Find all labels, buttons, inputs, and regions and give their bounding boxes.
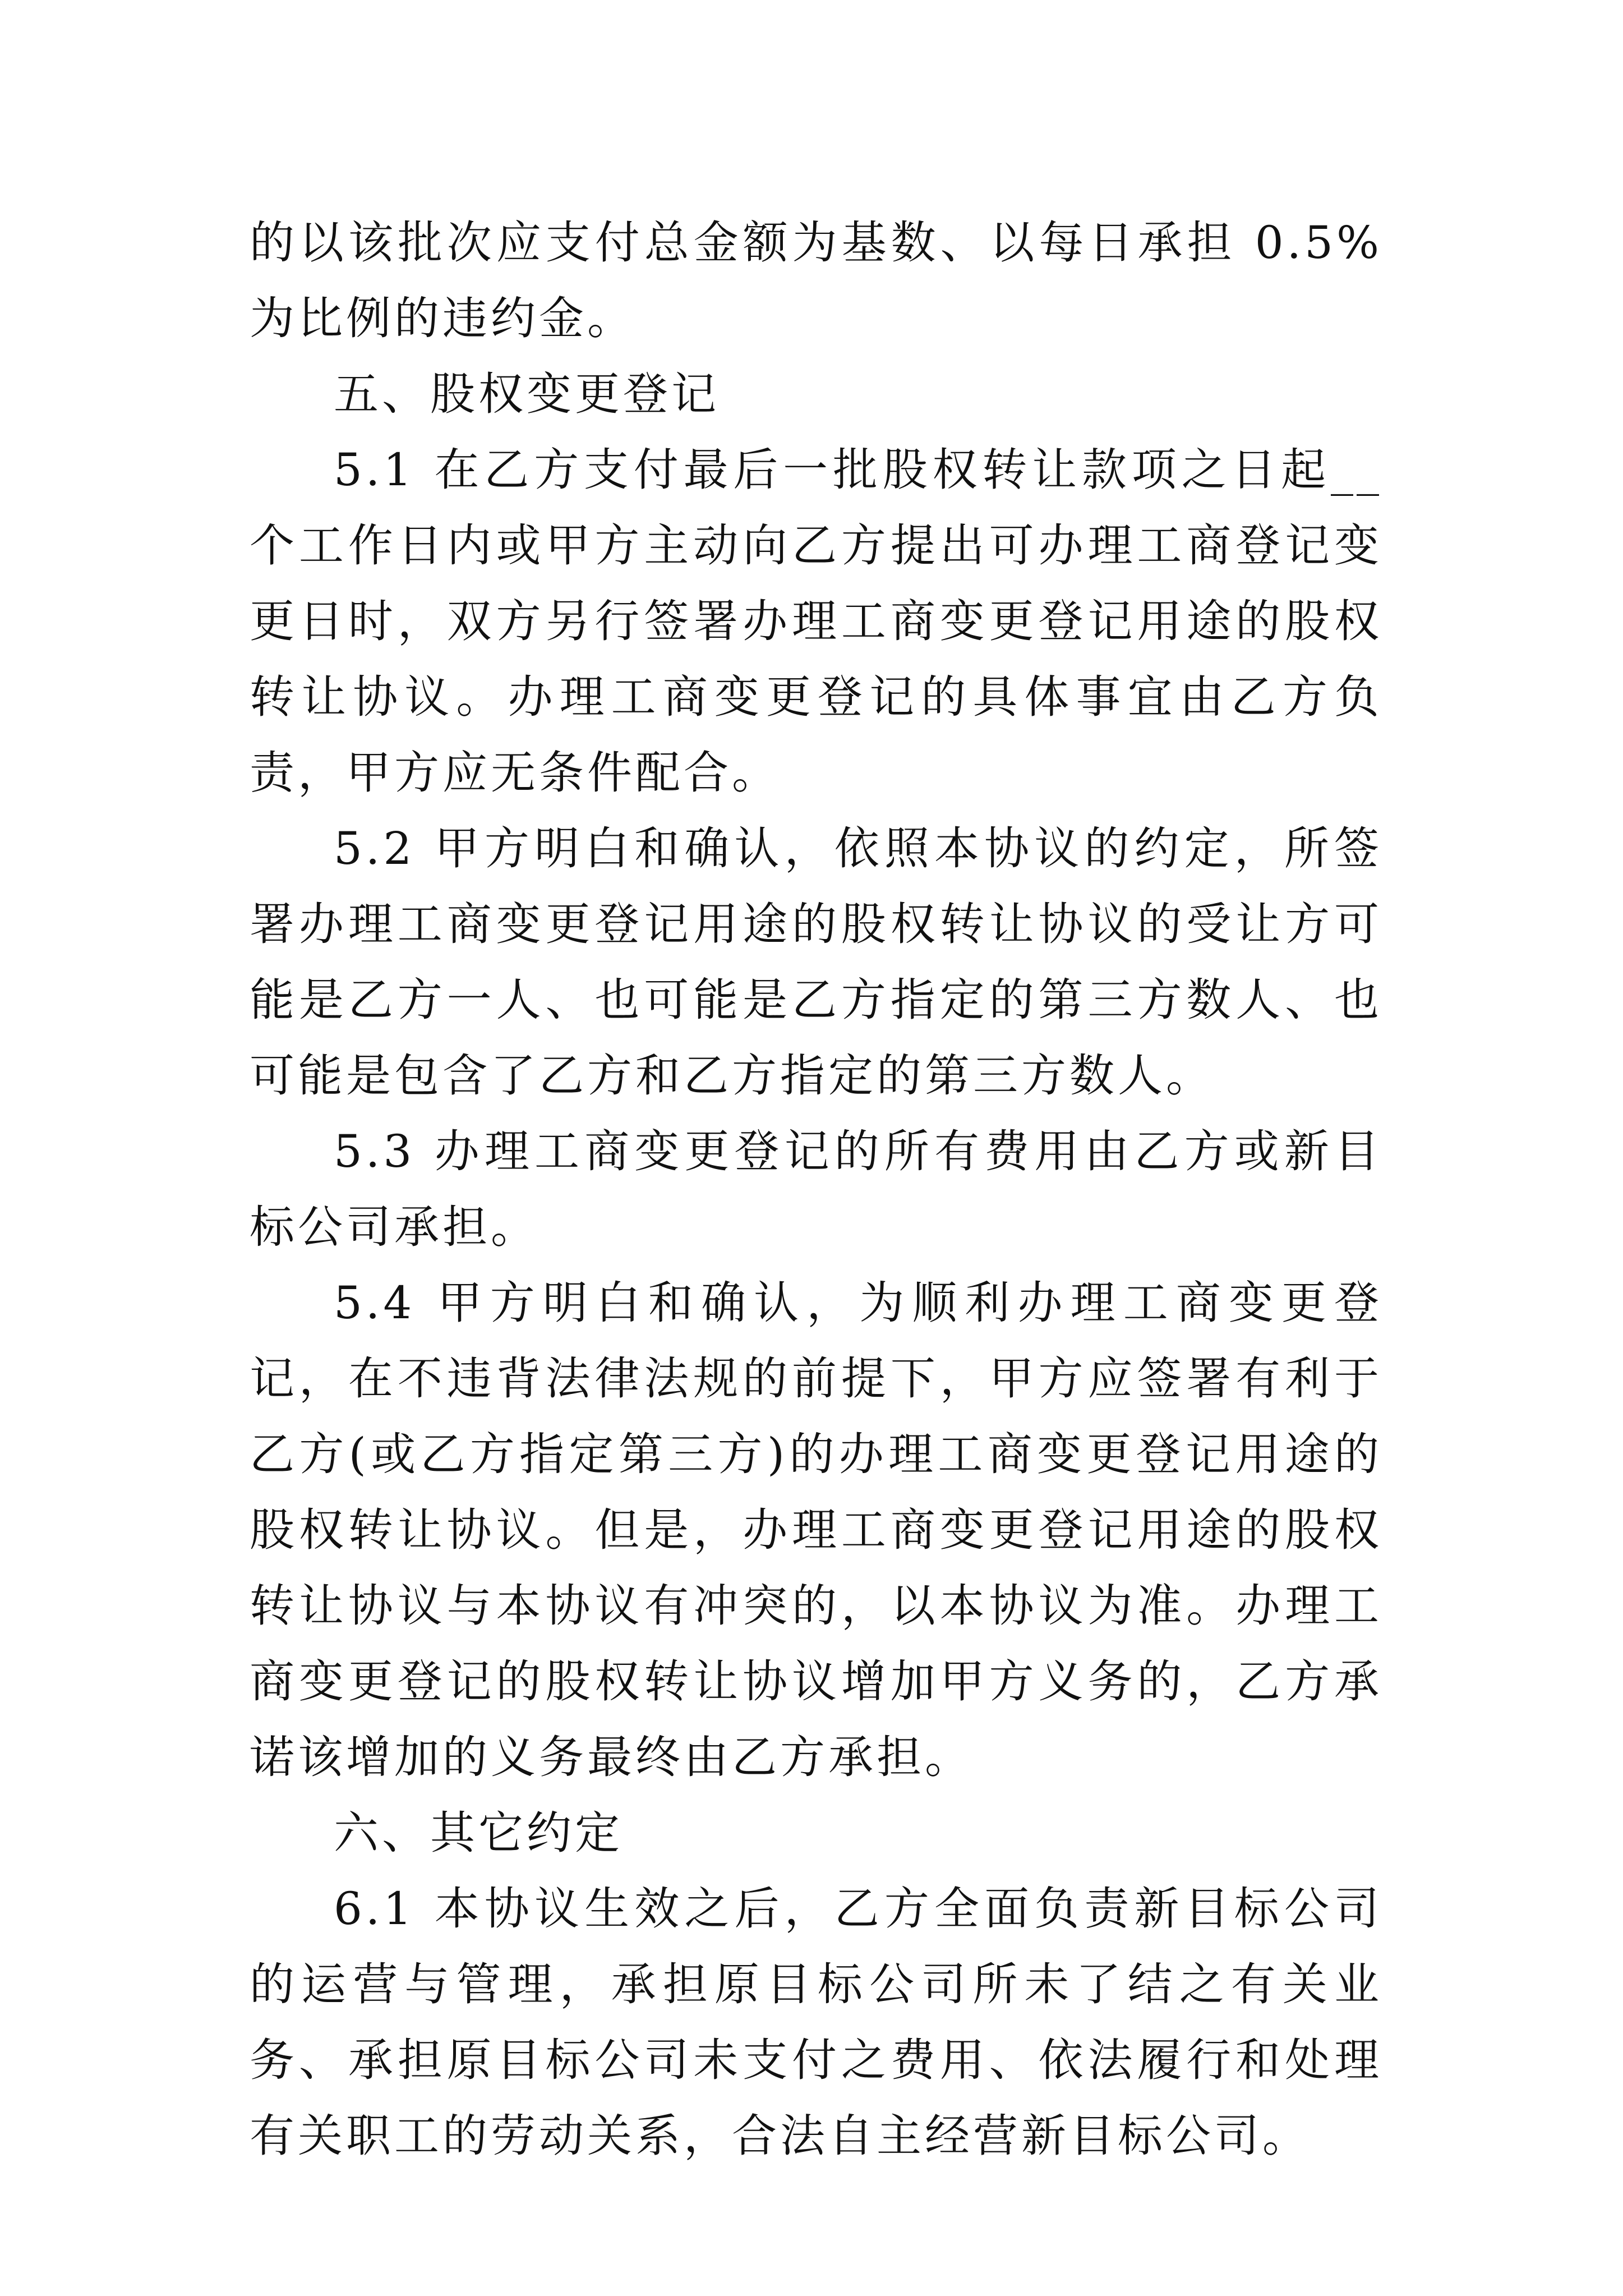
clause-5-3: 5.3 办理工商变更登记的所有费用由乙方或新目标公司承担。 — [250, 1125, 1382, 1253]
clause-5-4: 5.4 甲方明白和确认，为顺利办理工商变更登记，在不违背法律法规的前提下，甲方应签署有利于乙方(或乙方指定第三方)的办理工商变更登记用途的股权转让协议。但是，办理工商变更登记用途的股权转让协议与本协议有冲突的，以本协议为准。办理工商变更登记的股权转让协议增加甲方义务的，乙方承诺该增加的义务最终由乙方承担。 — [250, 1277, 1382, 1783]
clause-6-1: 6.1 本协议生效之后，乙方全面负责新目标公司的运营与管理，承担原目标公司所未了结之有关业务、承担原目标公司未支付之费用、依法履行和处理有关职工的劳动关系，合法自主经营新目标公司。 — [250, 1883, 1382, 2162]
section-heading-equity-change-registration: 五、股权变更登记 — [334, 368, 720, 420]
section-heading-other-agreements: 六、其它约定 — [334, 1807, 623, 1859]
paragraph-penalty-continued: 的以该批次应支付总金额为基数、以每日承担 0.5%为比例的违约金。 — [250, 217, 1382, 344]
document-body — [250, 205, 1382, 2174]
clause-5-2: 5.2 甲方明白和确认，依照本协议的约定，所签署办理工商变更登记用途的股权转让协议的受让方可能是乙方一人、也可能是乙方指定的第三方数人、也可能是包含了乙方和乙方指定的第三方数人。 — [250, 822, 1382, 1102]
clause-5-1: 5.1 在乙方支付最后一批股权转让款项之日起__个工作日内或甲方主动向乙方提出可办理工商登记变更日时，双方另行签署办理工商变更登记用途的股权转让协议。办理工商变更登记的具体事宜由乙方负责，甲方应无条件配合。 — [250, 444, 1382, 799]
